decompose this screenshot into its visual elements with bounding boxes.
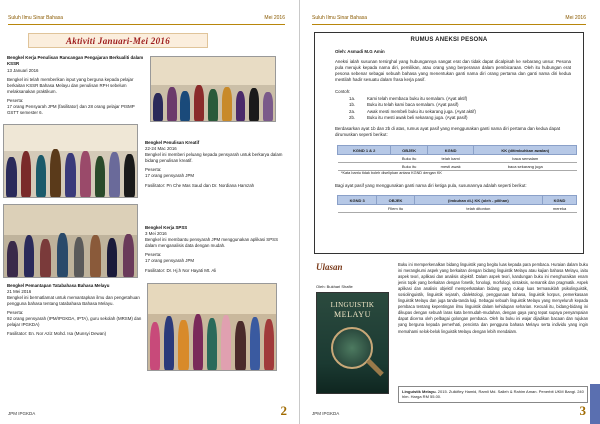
facilitator: Fasilitator: Pn Che Mas Saud dan Dr. Nordiana Hamzah xyxy=(145,182,255,188)
activity-desc: Bengkel ini memberi peluang kepada pensyarah untuk berkarya dalam bidang penulisan kreatif. xyxy=(145,151,283,163)
review-section-label: Ulasan xyxy=(316,262,343,272)
activity-title: Bengkel Kerja SPSS xyxy=(145,225,188,230)
article-para2: Berdasarkan ayat 1b dan 2b di atas, rumus ayat pasif yang menggunakan ganti nama diri pertama dan kedua dapat dirumuskan seperti berikut: xyxy=(335,126,561,137)
participants-label: Peserta: xyxy=(7,97,24,103)
book-cover-image xyxy=(316,292,389,394)
participants: 17 orang pensyarah JPM xyxy=(145,257,195,263)
article-frame xyxy=(314,32,584,254)
activity-2-photo xyxy=(3,124,138,198)
article-byline: Oleh: Asmadi M.G Amin xyxy=(335,49,385,54)
table-header: KGND 3 xyxy=(338,196,377,205)
example-item: 2a. Awak mesti membeli buku itu sekarang juga. (Ayat aktif) xyxy=(349,108,476,114)
examples-label: Contoh: xyxy=(335,89,351,94)
table-header: KK (ditimbuhkan awalan) xyxy=(474,146,577,155)
activity-date: 22-24 Mac 2016 xyxy=(145,145,177,151)
right-page xyxy=(300,0,600,424)
table-header: KGND xyxy=(427,146,474,155)
table-note: *Kata bantu tidak boleh diselipkan antara KGND dengan KK xyxy=(341,171,442,175)
facilitator: Fasilitator: En. Nor Aziz Mohd. Isa (Munsyi Dewan) xyxy=(7,330,107,336)
article-title: RUMUS ANEKSI PESONA xyxy=(410,37,488,43)
example-item: 1b. Buku itu telah kami baca semalam. (Ayat pasif) xyxy=(349,102,459,108)
participants: 17 orang Pensyarah JPM (fasilitator) dan 28 orang pelajar PISMP GSTT semester 6. xyxy=(7,103,135,115)
table-header: KGND 1 & 2 xyxy=(338,146,391,155)
page-number: 3 xyxy=(579,403,586,418)
activity-date: 3 Mei 2016 xyxy=(145,230,167,236)
issue-date: Mei 2016 xyxy=(264,15,285,21)
article-intro: Aneksi ialah susunan tersirghal yang hubungannya sangat erat dan tidak dapat dicalpisah ke sebarang unsur. Pesona pula merujuk kepada nama diri, pemilikan, atau orang yang berperanan dalam pembicaraan. Oleh itu hubungan erat pesona sebenar sebagai sebuah bahasa yang menentukan ganti nama diri orang pertama dan ganti nama diri kedua mestilah hadir sesuatu dalam frasa kerja pasif. xyxy=(335,59,571,82)
footer-label: JPM IPGKDA xyxy=(312,411,340,416)
participants: 92 orang pensyarah (IPM/IPGKDA, IPTA), guru sekolah (MRSM) dan pelajar IPGKDA) xyxy=(7,315,142,327)
banner-title: Aktiviti Januari-Mei 2016 xyxy=(65,35,170,46)
activity-desc: Bengkel ini telah memberikan input yang berguna kepada pelajar berkaitan KSSR Bahasa Melayu dan penulisan RPH sebelum melaksanakan praktikum. xyxy=(7,76,134,94)
participants-label: Peserta: xyxy=(145,166,162,172)
activity-desc: Bengkel ini membantu pensyarah JPM menggunakan aplikasi SPSS dalam menganalisis data dengan mudah. xyxy=(145,236,279,248)
footer-label: JPM IPGKDA xyxy=(8,411,36,416)
book-title-line1: LINGUISTIK xyxy=(330,301,375,309)
table-row: Filem itu telah ditonton mereka xyxy=(338,205,577,213)
activity-1-photo xyxy=(150,56,276,122)
activity-desc: Bengkel ini bermatlamat untuk memantapkan ilmu dan pengetahuan pengguna bahasa tentang tatabahasa Bahasa Melayu. xyxy=(7,294,140,306)
page-corner-tab xyxy=(590,384,600,424)
activity-title: Bengkel Kerja Penulisan Rancangan Pengajaran Berkualiti dalam KSSR xyxy=(7,55,144,66)
running-head-left xyxy=(8,15,285,25)
participants-label: Peserta: xyxy=(7,309,24,315)
review-body: Buku ini memperkenalkan bidang linguistik yang begitu luas kepada para pembaca. Huraian dalam buku ini merangkumi aspek yang berkaitan dengan bidang linguistik Melayu atau kajian bahasa Melayu, iaitu aspek teori, aplikasi dan analisis objektif. Dalam aspek teori, kandungan buku ini menghuraikan enam jenis topik yang berkaitan dengan fonetik, fonologi, morfologi, sintaksis, semantik dan pragmatik. Aspek aplikasi dan analisis objektif memperkatakan bidang yang cukup luas termasuklah psikolinguistik, sosiolinguistik, linguistik sejarah, dialektologi, penggunaan bahasa, linguistik korpus, pemerkasaan linguistik Melayu dan juga tanda-tanda kaji. Sebagai sebuah linguistik Melayu yang menyeluruh kepada pembaca tentang kepentingan ilmu linguistik dalam kehidupan seharian. Kecuali itu, bidang-bidang ini dikupas dengan sebuah laras kata bermudah-mudahan, dengan gaya yang tepat supaya penyampaian dapat dicerna oleh pelbagai golongan pembaca. Oleh itu buku ini wajar dijadikan bacaan dan rujukan yang berguna kepada pemerhati, pencinta dan pengguna bahasa Melayu serta individu yang ingin memahami selok-belok linguistik Melayu dengan lebih mendalam. xyxy=(398,262,588,334)
table-row: Buku itu telah kami baca semalam xyxy=(338,155,577,163)
book-title-line2: MELAYU xyxy=(333,310,372,319)
activity-3-photo xyxy=(3,204,138,278)
example-item: 2b. Buku itu mesti awak beli sekarang juga. (Ayat pasif) xyxy=(349,115,468,121)
activity-date: 13 Januari 2016 xyxy=(7,67,39,73)
table-header: (imbuhan di-) KK (oleh - pilihan) xyxy=(414,196,542,205)
citation-box xyxy=(398,386,588,403)
activity-2 xyxy=(145,140,285,192)
issue-date: Mei 2016 xyxy=(565,15,586,21)
participants: 17 orang pensyarah JPM xyxy=(145,172,195,178)
article-para3: Bagi ayat pasif yang menggunakan ganti nama diri ketiga pula, susunannya adalah seperti berikut: xyxy=(335,183,527,188)
activity-4-photo xyxy=(147,283,277,371)
activity-title: Bengkel Penulisan Kreatif xyxy=(145,140,200,145)
table-header: OBJEK xyxy=(391,146,427,155)
activity-title: Bengkel Pemantapan Tatabahasa Bahasa Melayu xyxy=(7,283,110,288)
magazine-name: Suluh Ilmu Sinar Bahasa xyxy=(312,15,368,21)
citation-detail: 2015. Zulkifley Hamid, Ramli Md. Salleh & Rahim Aman. Penerbit UKM Bangi. 240 hlm. Harga RM 55.00. xyxy=(402,389,584,400)
review-author: Oleh: Bukhari Shafie xyxy=(316,284,353,289)
magazine-name: Suluh Ilmu Sinar Bahasa xyxy=(8,15,64,21)
citation-title: Linguistik Melayu. xyxy=(402,389,437,394)
activity-3 xyxy=(145,225,285,277)
example-list xyxy=(349,96,476,122)
activity-1 xyxy=(7,55,147,118)
participants-label: Peserta: xyxy=(145,251,162,257)
table-header: OBJEK xyxy=(377,196,414,205)
table-row: Buku itu mesti awak baca sekarang juga xyxy=(338,163,577,171)
formula-table-2 xyxy=(337,195,577,213)
running-head-right xyxy=(312,15,586,25)
activity-banner xyxy=(28,33,208,48)
formula-table-1 xyxy=(337,145,577,171)
activity-4 xyxy=(7,283,142,340)
page-number: 2 xyxy=(280,403,287,418)
activity-date: 21 Mei 2016 xyxy=(7,288,32,294)
facilitator: Fasilitator: Dr. Hj.h Nor Hayati Mt. Ali xyxy=(145,267,217,273)
example-item: 1a. Kami telah membaca buku itu semalam. (Ayat aktif) xyxy=(349,96,468,101)
table-header: KGND xyxy=(543,196,577,205)
